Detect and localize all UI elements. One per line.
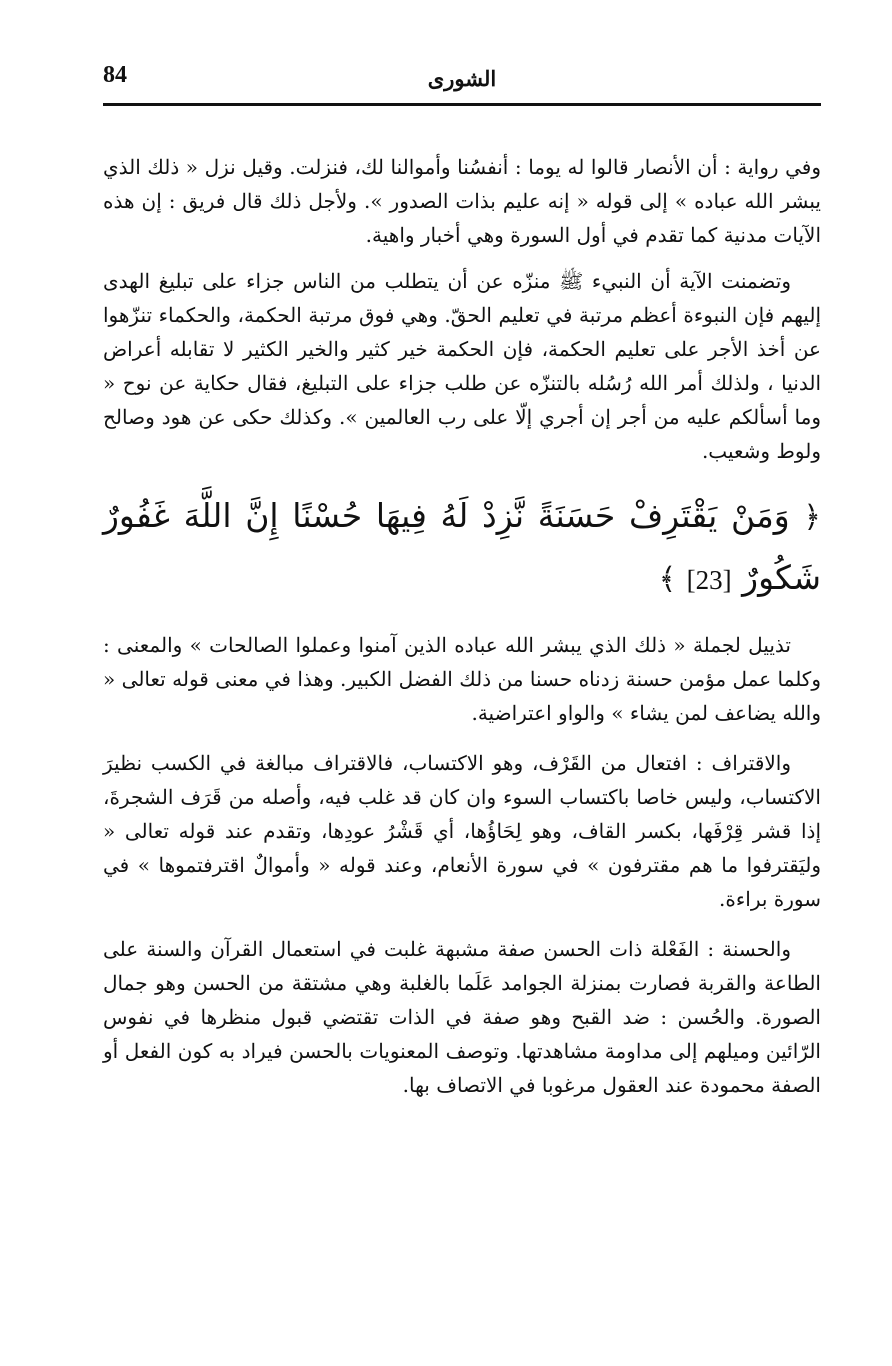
verse-close-bracket: ﴾ (658, 562, 677, 597)
verse-open-bracket: ﴿ (803, 500, 821, 535)
paragraph-5: والحسنة : الفَعْلة ذات الحسن صفة مشبهة غلبت في استعمال القرآن والسنة على الطاعة والقربة فصارت بمنزلة الجوامد عَلَما بالغلبة وهي مشتقة من الحسن وهو جمال الصورة. والحُسن : ضد القبح وهو صفة في الذات تقتضي قبول منظرها في نفوس الرّائين وميلهم إلى مداومة مشاهدتها. وتوصف المعنويات بالحسن فيراد به كون الفعل أو الصفة محمودة عند العقول مرغوبا في الاتصاف بها. (103, 937, 821, 1097)
page-header (103, 58, 821, 102)
page-body (103, 150, 821, 1102)
verse-text: وَمَنْ يَقْتَرِفْ حَسَنَةً نَّزِدْ لَهُ فِيهَا حُسْنًا إِنَّ اللَّهَ غَفُورٌ شَكُورٌ (103, 496, 821, 597)
paragraph-4: والاقتراف : افتعال من القَرْف، وهو الاكتساب، فالاقتراف مبالغة في الكسب نظيرَ الاكتساب، وليس خاصا باكتساب السوء وان كان قد غلب فيه، وأصله من قَرَف الشجرةَ، إذا قشر قِرْفَها، بكسر القاف، وهو لِحَاؤُها، أي قَشْرُ عودِها، وتقدم عند قوله تعالى « وليَقترفوا ما هم مقترفون » في سورة الأنعام، وعند قوله « وأموالٌ اقترفتموها » في سورة براءة. (103, 751, 821, 911)
paragraph-2: وتضمنت الآية أن النبيء ﷺ منزّه عن أن يتطلب من الناس جزاء على تبليغ الهدى إليهم فإن النبوءة أعظم مرتبة في تعليم الحقّ. وهي فوق مرتبة الحكمة، والحكماء تنزّهوا عن أخذ الأجر على تعليم الحكمة، فإن الحكمة خير كثير والخير الكثير لا تقابله أعراض الدنيا ، ولذلك أمر الله رُسُله بالتنزّه عن طلب جزاء على التبليغ، فقال حكاية عن نوح « وما أسألكم عليه من أجر إن أجري إلّا على رب العالمين ». وكذلك حكى عن هود وصالح ولوط وشعيب. (103, 269, 821, 463)
header-rule (103, 103, 821, 106)
paragraph-3: تذييل لجملة « ذلك الذي يبشر الله عباده الذين آمنوا وعملوا الصالحات » والمعنى : وكلما عمل مؤمن حسنة زدناه حسنا من ذلك الفضل الكبير. وهذا في معنى قوله تعالى « والله يضاعف لمن يشاء » والواو اعتراضية. (103, 633, 821, 725)
page-number: 84 (103, 62, 127, 88)
running-title: الشورى (427, 66, 497, 91)
paragraph-1: وفي رواية : أن الأنصار قالوا له يوما : أنفسُنا وأموالنا لك، فنزلت. وقيل نزل « ذلك الذي يبشر الله عباده » إلى قوله « إنه عليم بذات الصدور ». ولأجل ذلك قال فريق : إن هذه الآيات مدنية كما تقدم في أول السورة وهي أخبار واهية. (103, 155, 821, 247)
verse-number: [23] (686, 565, 732, 595)
quran-verse (103, 486, 821, 610)
